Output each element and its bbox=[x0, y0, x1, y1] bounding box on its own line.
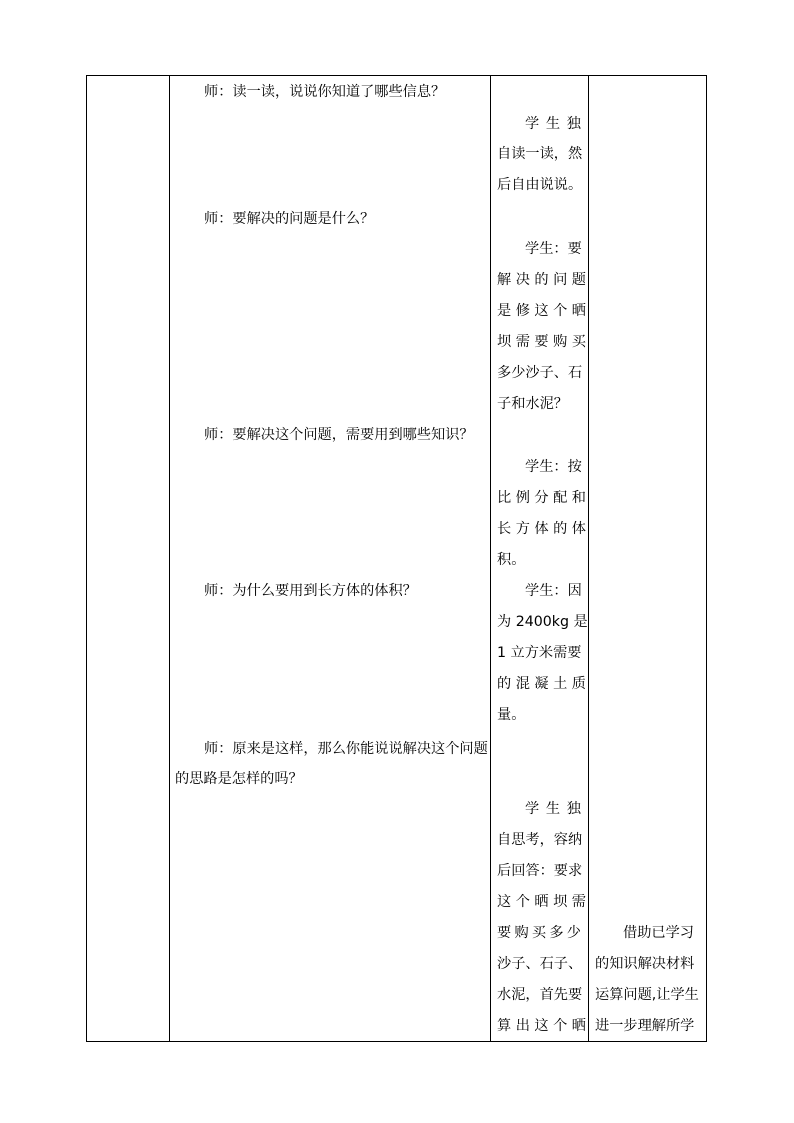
student-line: 沙子、石子、 bbox=[497, 956, 583, 972]
design-intent-cell bbox=[589, 76, 706, 1041]
intent-line: 的知识解决材料 bbox=[595, 956, 695, 972]
student-line: 自读一读，然 bbox=[497, 146, 583, 162]
student-line: 水泥，首先要 bbox=[497, 987, 583, 1003]
student-line: 学 生 独 bbox=[525, 801, 581, 817]
student-line: 比 例 分 配 和 bbox=[497, 490, 586, 506]
teacher-line: 师：原来是这样，那么你能说说解决这个问题 bbox=[204, 741, 488, 757]
student-line: 长 方 体 的 体 bbox=[497, 521, 586, 537]
student-line: 自思考，容纳 bbox=[497, 832, 583, 848]
student-line: 量。 bbox=[497, 707, 526, 723]
student-line: 学 生 独 bbox=[525, 116, 581, 132]
intent-line: 运算问题,让学生 bbox=[595, 987, 699, 1003]
student-line: 坝 需 要 购 买 bbox=[497, 334, 586, 350]
lesson-table bbox=[86, 75, 707, 1042]
stage-cell bbox=[87, 76, 169, 1041]
student-line: 后回答：要求 bbox=[497, 863, 583, 879]
student-line: 这 个 晒 坝 需 bbox=[497, 894, 586, 910]
student-line: 的 混 凝 土 质 bbox=[497, 676, 586, 692]
student-line: 算 出 这 个 晒 bbox=[497, 1018, 586, 1034]
student-line: 后自由说说。 bbox=[497, 177, 583, 193]
intent-line: 借助已学习 bbox=[623, 925, 694, 941]
student-line: 学生：要 bbox=[525, 241, 582, 257]
teacher-line: 的思路是怎样的吗？ bbox=[175, 771, 303, 787]
student-line: 学生：因 bbox=[525, 583, 582, 599]
student-line: 为 2400kg 是 bbox=[497, 614, 588, 630]
student-line: 子和水泥？ bbox=[497, 396, 568, 412]
teacher-line: 师：为什么要用到长方体的体积？ bbox=[204, 583, 417, 599]
student-activity-cell bbox=[491, 76, 588, 1041]
student-line: 多少沙子、石 bbox=[497, 365, 583, 381]
student-line: 积。 bbox=[497, 552, 526, 568]
student-line: 1 立方米需要 bbox=[497, 645, 582, 661]
student-line: 要购买多少 bbox=[497, 925, 581, 941]
student-line: 学生：按 bbox=[525, 459, 582, 475]
intent-line: 进一步理解所学 bbox=[595, 1018, 695, 1034]
teacher-line: 师：读一读，说说你知道了哪些信息？ bbox=[204, 84, 446, 100]
student-line: 是 修 这 个 晒 bbox=[497, 303, 586, 319]
student-line: 解 决 的 问 题 bbox=[497, 272, 586, 288]
teacher-line: 师：要解决的问题是什么？ bbox=[204, 211, 375, 227]
teacher-line: 师：要解决这个问题，需要用到哪些知识？ bbox=[204, 427, 474, 443]
teacher-activity-cell bbox=[170, 76, 490, 1041]
